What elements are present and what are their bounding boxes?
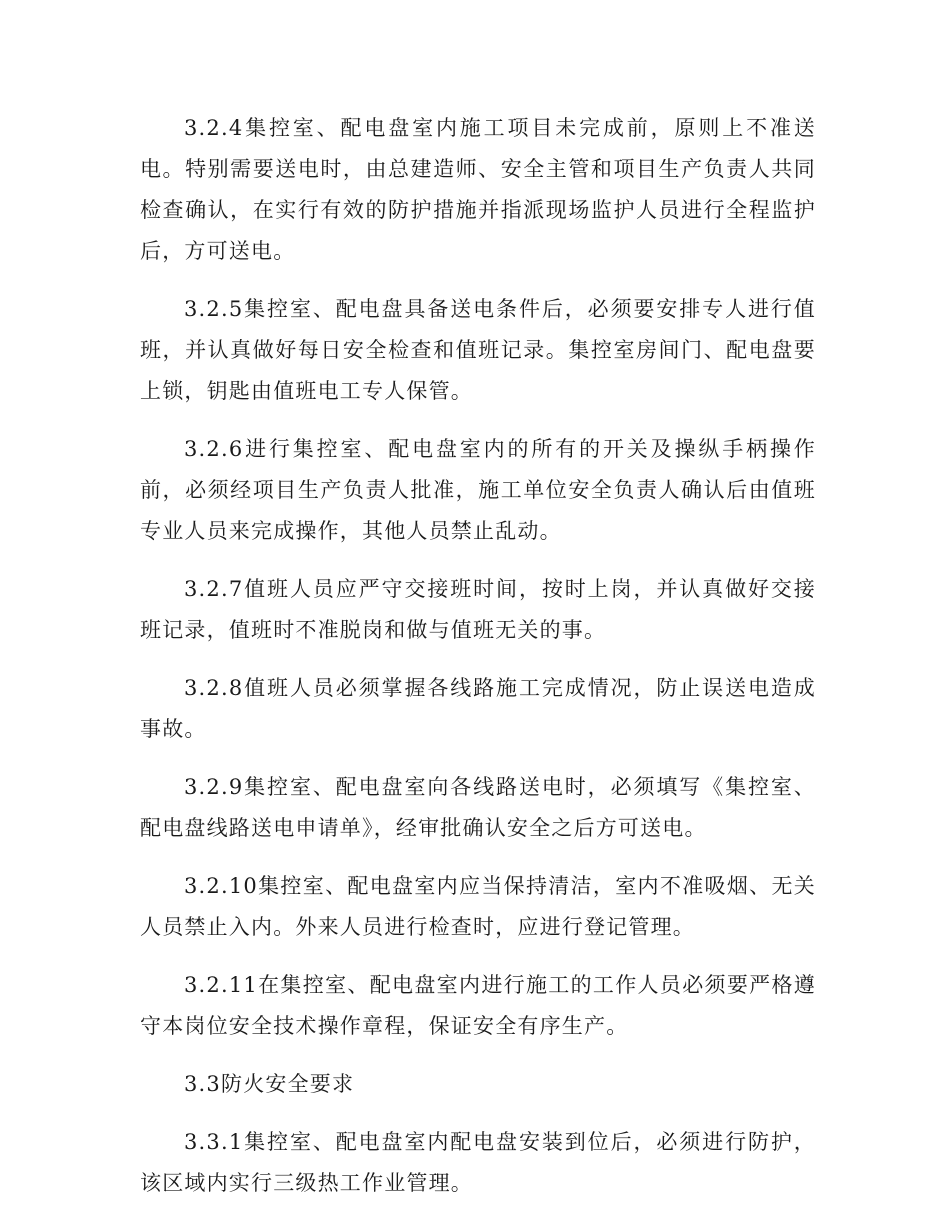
paragraph-3-2-9: 3.2.9集控室、配电盘室向各线路送电时，必须填写《集控室、配电盘线路送电申请单》，经审批确认安全之后方可送电。 (140, 775, 816, 840)
document-body (140, 108, 816, 1221)
paragraph-3-2-4: 3.2.4集控室、配电盘室内施工项目未完成前，原则上不准送电。特别需要送电时，由总建造师、安全主管和项目生产负责人共同检查确认，在实行有效的防护措施并指派现场监护人员进行全程监护后，方可送电。 (140, 116, 816, 263)
section-heading-3-3: 3.3防火安全要求 (184, 1072, 355, 1096)
paragraph-3-2-6: 3.2.6进行集控室、配电盘室内的所有的开关及操纵手柄操作前，必须经项目生产负责人批准，施工单位安全负责人确认后由值班专业人员来完成操作，其他人员禁止乱动。 (140, 437, 816, 543)
paragraph-3-2-8: 3.2.8值班人员必须掌握各线路施工完成情况，防止误送电造成事故。 (140, 676, 816, 741)
paragraph-3-3-1: 3.3.1集控室、配电盘室内配电盘安装到位后，必须进行防护，该区域内实行三级热工作业管理。 (140, 1130, 816, 1195)
paragraph-3-2-5: 3.2.5集控室、配电盘具备送电条件后，必须要安排专人进行值班，并认真做好每日安全检查和值班记录。集控室房间门、配电盘要上锁，钥匙由值班电工专人保管。 (140, 297, 816, 403)
paragraph-3-2-7: 3.2.7值班人员应严守交接班时间，按时上岗，并认真做好交接班记录，值班时不准脱岗和做与值班无关的事。 (140, 577, 816, 642)
paragraph-3-2-10: 3.2.10集控室、配电盘室内应当保持清洁，室内不准吸烟、无关人员禁止入内。外来人员进行检查时，应进行登记管理。 (140, 874, 816, 939)
paragraph-3-2-11: 3.2.11在集控室、配电盘室内进行施工的工作人员必须要严格遵守本岗位安全技术操作章程，保证安全有序生产。 (140, 973, 816, 1038)
